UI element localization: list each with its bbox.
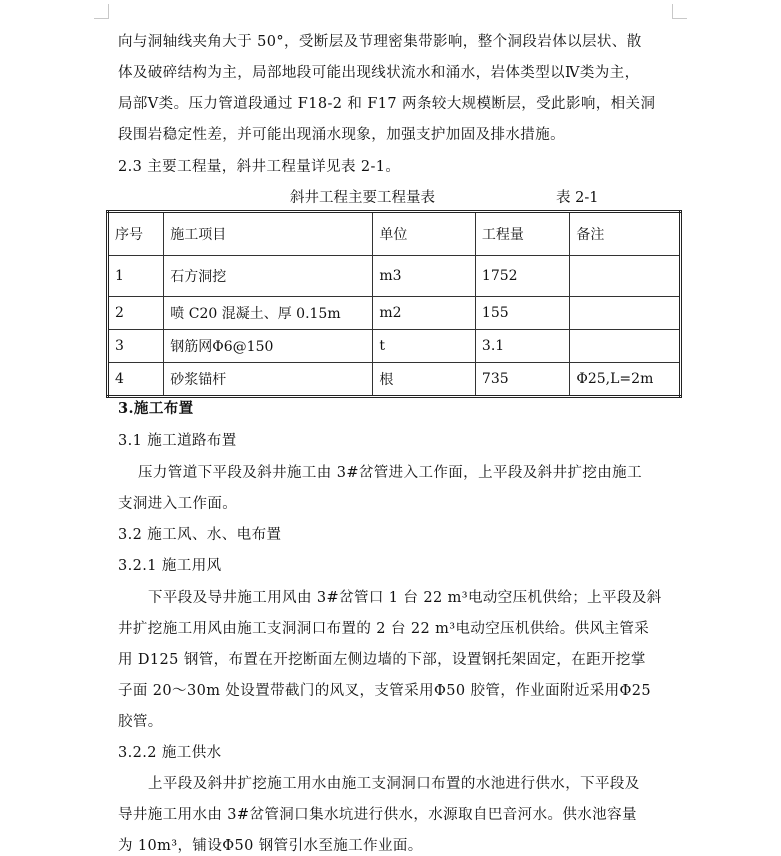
table-cell: 735: [475, 363, 569, 397]
table-cell: m2: [373, 297, 476, 330]
table-row: [108, 297, 681, 330]
table-cell: 喷 C20 混凝土、厚 0.15m: [164, 297, 373, 330]
table-cell: 钢筋网Φ6@150: [164, 330, 373, 363]
quantity-table: [106, 210, 682, 398]
page-corner-mark-left: [94, 4, 109, 19]
table-row: [108, 256, 681, 297]
table-cell: 砂浆锚杆: [164, 363, 373, 397]
paragraph-line: 局部Ⅴ类。压力管道段通过 F18-2 和 F17 两条较大规模断层，受此影响，相关洞: [118, 96, 656, 112]
header-cell: 序号: [108, 212, 164, 256]
section-heading-3: 3.施工布置: [118, 400, 194, 417]
table-cell: [570, 330, 681, 363]
paragraph-line: 导井施工用水由 3#岔管洞口集水坑进行供水，水源取自巴音河水。供水池容量: [118, 807, 637, 823]
table-cell: 1752: [475, 256, 569, 297]
paragraph-line: 用 D125 钢管，布置在开挖断面左侧边墙的下部，设置钢托架固定，在距开挖掌: [118, 652, 646, 668]
header-cell: 施工项目: [164, 212, 373, 256]
paragraph-line: 井扩挖施工用风由施工支洞洞口布置的 2 台 22 m³电动空压机供给。供风主管采: [118, 621, 650, 637]
page-corner-mark-right: [672, 4, 687, 19]
section-heading-3-2-2: 3.2.2 施工供水: [118, 745, 222, 761]
paragraph-line: 胶管。: [118, 714, 163, 730]
paragraph-line: 支洞进入工作面。: [118, 496, 238, 512]
table-cell: [570, 297, 681, 330]
table-number: 表 2-1: [556, 190, 599, 206]
table-cell: 2: [108, 297, 164, 330]
table-cell: Φ25,L=2m: [570, 363, 681, 397]
table-cell: [570, 256, 681, 297]
section-heading-3-2-1: 3.2.1 施工用风: [118, 558, 222, 574]
table-row: [108, 363, 681, 397]
table-cell: 3: [108, 330, 164, 363]
paragraph-line: 段围岩稳定性差，并可能出现涌水现象，加强支护加固及排水措施。: [118, 127, 565, 143]
paragraph-line: 体及破碎结构为主，局部地段可能出现线状流水和涌水，岩体类型以Ⅳ类为主，: [118, 65, 640, 81]
paragraph-line: 子面 20～30m 处设置带截门的风叉，支管采用Φ50 胶管，作业面附近采用Φ25: [118, 683, 652, 699]
table-cell: 4: [108, 363, 164, 397]
table-cell: 3.1: [475, 330, 569, 363]
table-caption: 斜井工程主要工程量表: [290, 190, 435, 206]
section-heading-3-1: 3.1 施工道路布置: [118, 433, 237, 449]
paragraph-line: 压力管道下平段及斜井施工由 3#岔管进入工作面，上平段及斜井扩挖由施工: [138, 465, 642, 481]
table-cell: 石方洞挖: [164, 256, 373, 297]
header-cell: 备注: [570, 212, 681, 256]
table-cell: t: [373, 330, 476, 363]
paragraph-line: 为 10m³，铺设Φ50 钢管引水至施工作业面。: [118, 838, 423, 854]
header-cell: 工程量: [475, 212, 569, 256]
section-heading-2-3: 2.3 主要工程量，斜井工程量详见表 2-1。: [118, 159, 401, 175]
table-cell: 1: [108, 256, 164, 297]
table-cell: 根: [373, 363, 476, 397]
header-cell: 单位: [373, 212, 476, 256]
table-header-row: [108, 212, 681, 256]
table-cell: 155: [475, 297, 569, 330]
paragraph-line: 下平段及导井施工用风由 3#岔管口 1 台 22 m³电动空压机供给；上平段及斜: [148, 590, 662, 606]
table-cell: m3: [373, 256, 476, 297]
paragraph-line: 上平段及斜井扩挖施工用水由施工支洞洞口布置的水池进行供水，下平段及: [148, 776, 640, 792]
table-row: [108, 330, 681, 363]
section-heading-3-2: 3.2 施工风、水、电布置: [118, 527, 282, 543]
paragraph-line: 向与洞轴线夹角大于 50°，受断层及节理密集带影响，整个洞段岩体以层状、散: [118, 34, 642, 50]
